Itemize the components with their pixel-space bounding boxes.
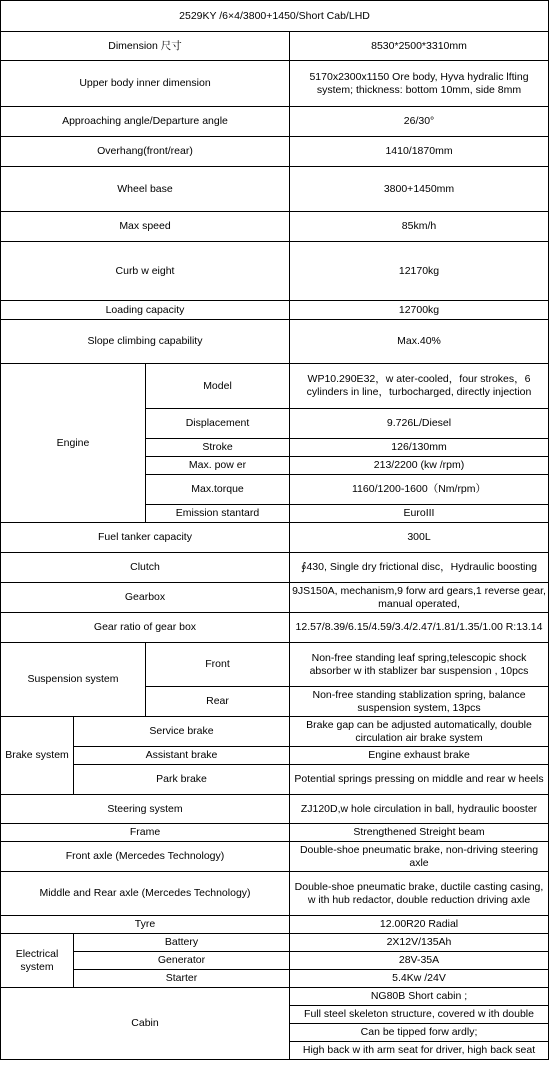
row-value: 12170kg <box>290 242 549 301</box>
row-value: 26/30° <box>290 107 549 137</box>
row-value: 9JS150A, mechanism,9 forw ard gears,1 reverse gear, manual operated, <box>290 583 549 613</box>
row-value: 5170x2300x1150 Ore body, Hyva hydralic lfting system; thickness: bottom 10mm, side 8mm <box>290 61 549 107</box>
table-row <box>1 824 549 842</box>
table-row <box>1 320 549 364</box>
row-value: 1160/1200-1600（Nm/rpm） <box>290 475 549 505</box>
row-value: Max.40% <box>290 320 549 364</box>
row-label: Rear <box>146 687 290 717</box>
row-label: Model <box>146 364 290 409</box>
row-value: ZJ120D,w hole circulation in ball, hydraulic booster <box>290 795 549 824</box>
cabin-line: NG80B Short cabin ; <box>290 988 549 1006</box>
row-value: 12700kg <box>290 301 549 320</box>
group-label-electrical: Electrical system <box>1 934 74 988</box>
table-title: 2529KY /6×4/3800+1450/Short Cab/LHD <box>1 1 549 32</box>
row-label: Fuel tanker capacity <box>1 523 290 553</box>
row-value: WP10.290E32，w ater-cooled，four strokes，6 cylinders in line，turbocharged, directly injection <box>290 364 549 409</box>
table-row <box>1 212 549 242</box>
row-label: Wheel base <box>1 167 290 212</box>
table-row <box>1 167 549 212</box>
row-label: Battery <box>74 934 290 952</box>
row-value: Potential springs pressing on middle and rear w heels <box>290 765 549 795</box>
row-label: Upper body inner dimension <box>1 61 290 107</box>
row-value: Non-free standing stablization spring, balance suspension system, 13pcs <box>290 687 549 717</box>
table-row <box>1 988 549 1006</box>
cabin-line: High back w ith arm seat for driver, high back seat <box>290 1042 549 1060</box>
row-value: Double-shoe pneumatic brake, ductile casting casing, w ith hub redactor, double reduction driving axle <box>290 872 549 916</box>
row-label: Overhang(front/rear) <box>1 137 290 167</box>
row-label: Dimension 尺寸 <box>1 32 290 61</box>
row-value: 126/130mm <box>290 439 549 457</box>
group-label-suspension: Suspension system <box>1 643 146 717</box>
table-row <box>1 970 549 988</box>
table-row <box>1 364 549 409</box>
table-row <box>1 747 549 765</box>
title-row <box>1 1 549 32</box>
table-row <box>1 137 549 167</box>
row-value: 9.726L/Diesel <box>290 409 549 439</box>
row-value: Strengthened Streight beam <box>290 824 549 842</box>
group-label-brake: Brake system <box>1 717 74 795</box>
row-label: Emission stantard <box>146 505 290 523</box>
row-value: EuroIII <box>290 505 549 523</box>
table-row <box>1 643 549 687</box>
table-row <box>1 872 549 916</box>
row-label: Approaching angle/Departure angle <box>1 107 290 137</box>
table-row <box>1 613 549 643</box>
row-label: Frame <box>1 824 290 842</box>
row-label: Slope climbing capability <box>1 320 290 364</box>
row-label: Steering system <box>1 795 290 824</box>
row-value: 85km/h <box>290 212 549 242</box>
row-value: 28V-35A <box>290 952 549 970</box>
group-label-engine: Engine <box>1 364 146 523</box>
row-value: 3800+1450mm <box>290 167 549 212</box>
cabin-line: Full steel skeleton structure, covered w ith double <box>290 1006 549 1024</box>
row-value: 213/2200 (kw /rpm) <box>290 457 549 475</box>
row-label: Curb w eight <box>1 242 290 301</box>
group-label-cabin: Cabin <box>1 988 290 1060</box>
row-label: Starter <box>74 970 290 988</box>
cabin-line: Can be tipped forw ardly; <box>290 1024 549 1042</box>
table-row <box>1 523 549 553</box>
row-label: Max speed <box>1 212 290 242</box>
table-row <box>1 301 549 320</box>
row-label: Middle and Rear axle (Mercedes Technology) <box>1 872 290 916</box>
row-value: 1410/1870mm <box>290 137 549 167</box>
row-label: Generator <box>74 952 290 970</box>
row-value: 2X12V/135Ah <box>290 934 549 952</box>
row-label: Displacement <box>146 409 290 439</box>
table-row <box>1 107 549 137</box>
row-label: Loading capacity <box>1 301 290 320</box>
row-value: Double-shoe pneumatic brake, non-driving steering axle <box>290 842 549 872</box>
row-value: ∮430, Single dry frictional disc，Hydraulic boosting <box>290 553 549 583</box>
row-label: Gearbox <box>1 583 290 613</box>
row-value: 12.57/8.39/6.15/4.59/3.4/2.47/1.81/1.35/1.00 R:13.14 <box>290 613 549 643</box>
row-value: Brake gap can be adjusted automatically, double circulation air brake system <box>290 717 549 747</box>
table-row <box>1 717 549 747</box>
row-value: 12.00R20 Radial <box>290 916 549 934</box>
row-label: Assistant brake <box>74 747 290 765</box>
row-label: Service brake <box>74 717 290 747</box>
table-row <box>1 952 549 970</box>
table-row <box>1 795 549 824</box>
row-label: Front axle (Mercedes Technology) <box>1 842 290 872</box>
row-label: Clutch <box>1 553 290 583</box>
row-label: Gear ratio of gear box <box>1 613 290 643</box>
row-label: Front <box>146 643 290 687</box>
table-row <box>1 553 549 583</box>
row-value: Engine exhaust brake <box>290 747 549 765</box>
table-row <box>1 934 549 952</box>
row-value: 5.4Kw /24V <box>290 970 549 988</box>
row-label: Max. pow er <box>146 457 290 475</box>
table-row <box>1 916 549 934</box>
row-label: Park brake <box>74 765 290 795</box>
table-row <box>1 61 549 107</box>
row-label: Tyre <box>1 916 290 934</box>
table-row <box>1 32 549 61</box>
row-value: Non-free standing leaf spring,telescopic shock absorber w ith stablizer bar suspension , 10pcs <box>290 643 549 687</box>
table-row <box>1 842 549 872</box>
row-label: Max.torque <box>146 475 290 505</box>
table-row <box>1 765 549 795</box>
row-value: 300L <box>290 523 549 553</box>
row-value: 8530*2500*3310mm <box>290 32 549 61</box>
table-row <box>1 583 549 613</box>
row-label: Stroke <box>146 439 290 457</box>
table-row <box>1 242 549 301</box>
